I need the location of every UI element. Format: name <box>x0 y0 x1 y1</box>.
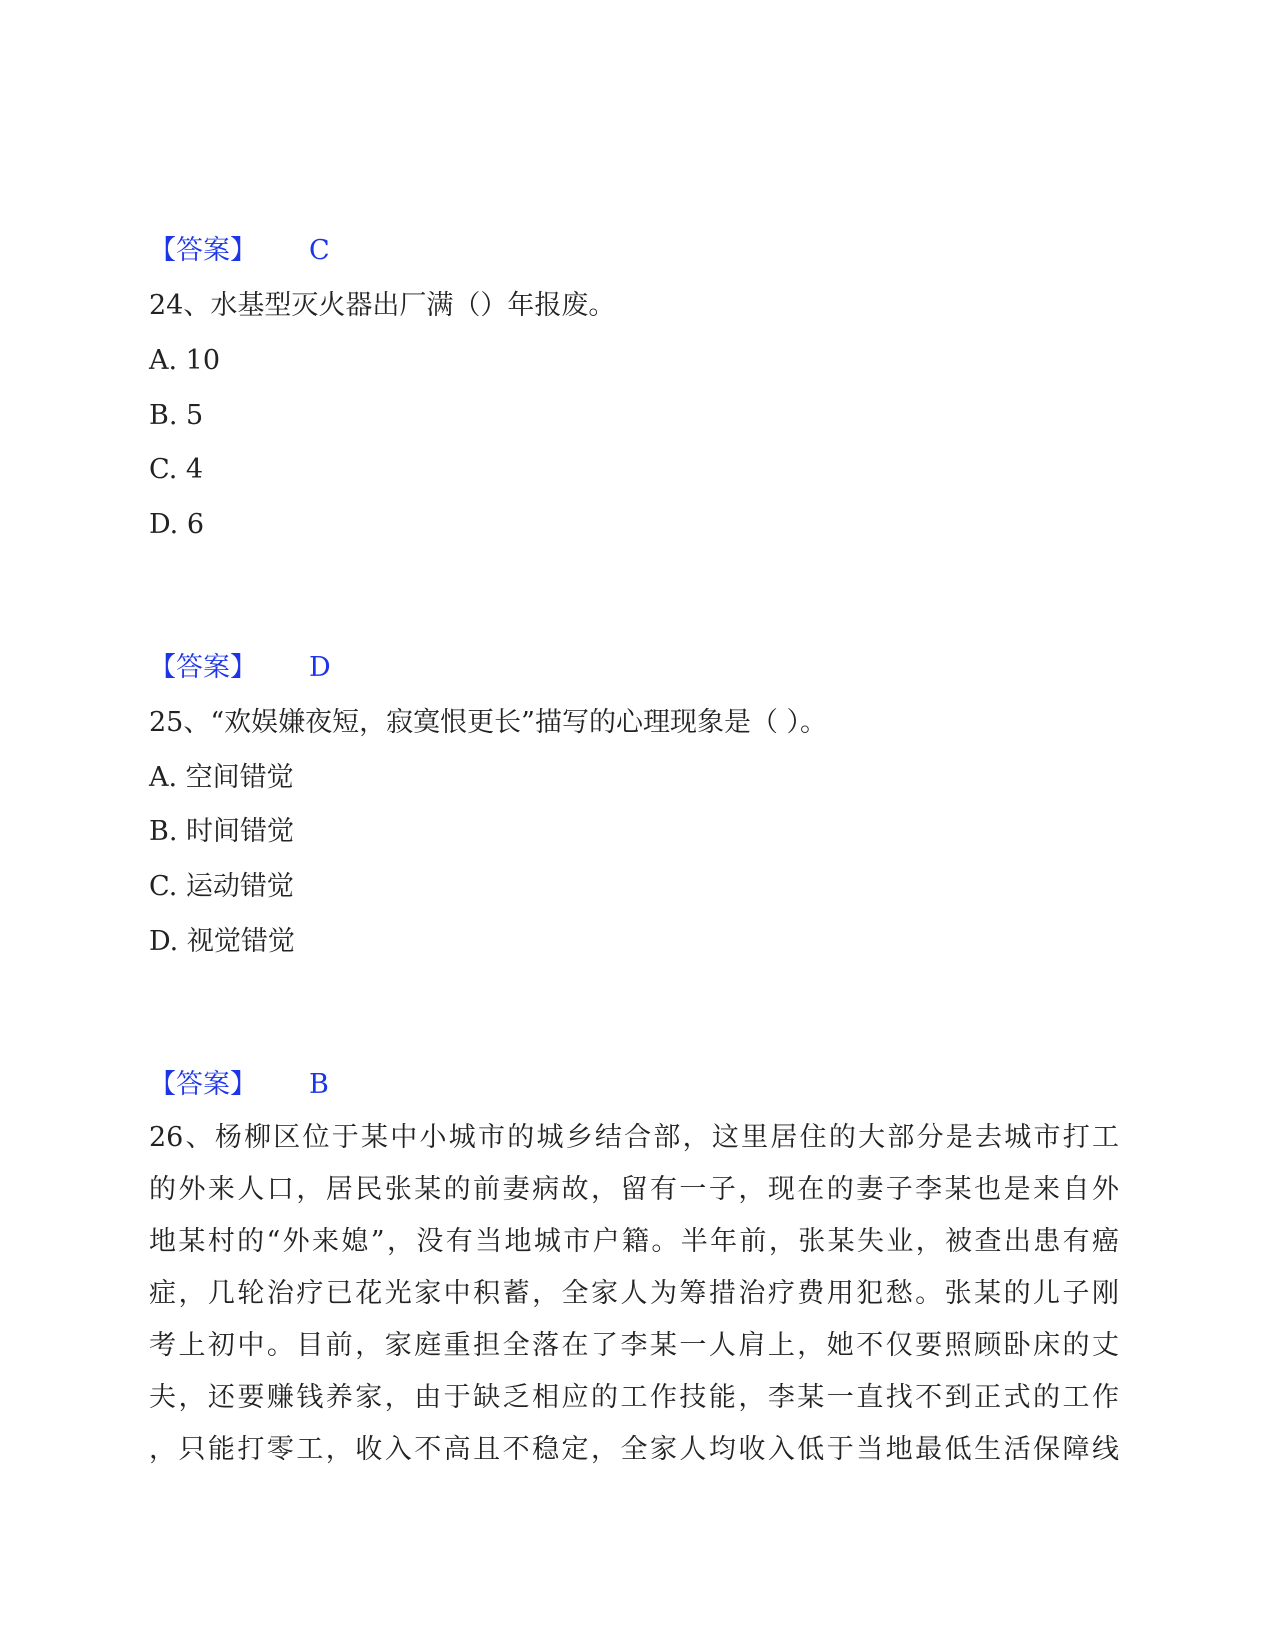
option-a: A. 10 <box>149 345 221 376</box>
option-c: C. 运动错觉 <box>149 871 294 902</box>
option-d: D. 6 <box>149 509 205 540</box>
answer-value: C <box>309 235 330 266</box>
option-d: D. 视觉错觉 <box>149 926 295 957</box>
answer-line <box>149 652 331 683</box>
question-24: 24、水基型灭火器出厂满（）年报废。 <box>149 290 616 321</box>
question-26 <box>149 1112 1119 1476</box>
answer-label: 【答案】 <box>149 652 257 683</box>
answer-label: 【答案】 <box>149 235 257 266</box>
answer-label: 【答案】 <box>149 1069 257 1100</box>
option-b: B. 时间错觉 <box>149 816 295 847</box>
answer-value: D <box>309 652 331 683</box>
answer-line <box>149 1069 329 1100</box>
option-c: C. 4 <box>149 454 204 485</box>
answer-line <box>149 235 330 266</box>
question-25: 25、“欢娱嫌夜短，寂寞恨更长”描写的心理现象是（ ）。 <box>149 707 828 738</box>
option-b: B. 5 <box>149 400 204 431</box>
question-line: 26、杨柳区位于某中小城市的城乡结合部，这里居住的大部分是去城市打工 <box>149 1122 1119 1153</box>
question-line: 地某村的“外来媳”，没有当地城市户籍。半年前，张某失业，被查出患有癌 <box>149 1226 1119 1257</box>
answer-value: B <box>309 1069 329 1100</box>
question-line: ，只能打零工，收入不高且不稳定，全家人均收入低于当地最低生活保障线 <box>149 1434 1119 1465</box>
question-line: 的外来人口，居民张某的前妻病故，留有一子，现在的妻子李某也是来自外 <box>149 1174 1119 1205</box>
option-a: A. 空间错觉 <box>149 762 294 793</box>
question-line: 考上初中。目前，家庭重担全落在了李某一人肩上，她不仅要照顾卧床的丈 <box>149 1330 1119 1361</box>
question-line: 症，几轮治疗已花光家中积蓄，全家人为筹措治疗费用犯愁。张某的儿子刚 <box>149 1278 1119 1309</box>
question-line: 夫，还要赚钱养家，由于缺乏相应的工作技能，李某一直找不到正式的工作 <box>149 1382 1119 1413</box>
